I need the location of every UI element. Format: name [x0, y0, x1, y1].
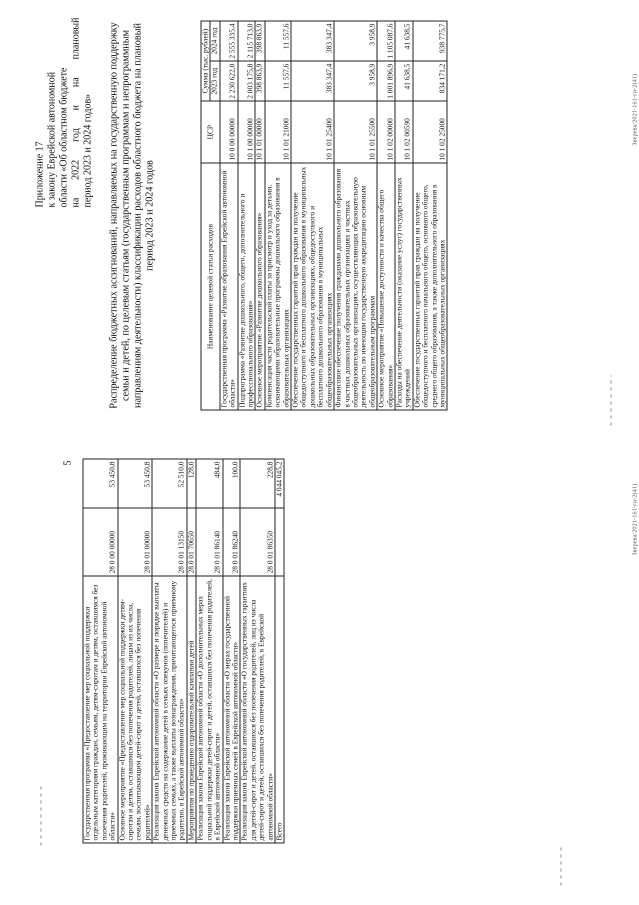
table-row: [240, 459, 275, 843]
row-name: Основное мероприятие «Повышение доступности и качества общего образования»: [377, 163, 395, 410]
row-code: 10 1 01 25400: [291, 101, 334, 163]
row-code: 10 1 02 00000: [377, 101, 395, 163]
row-amount: 100,0: [222, 459, 240, 508]
row-code: 28 0 01 70650: [186, 507, 195, 575]
row-2023: 11 557,6: [264, 61, 290, 101]
right-budget-table: [200, 20, 447, 410]
row-code: 28 0 00 00000: [83, 507, 118, 575]
table-row: [255, 21, 264, 410]
document-title: Распределение бюджетных ассигнований, направляемых на государственную поддержку семьи и детей, по целевым статьям (государственным программам и непрограммным направлениям деятельности) классификации расходов областного бюджета на плановый период 2023 и 2024 годов: [108, 21, 155, 409]
row-2023: 834 171,2: [412, 61, 447, 101]
row-2024: 383 347,4: [291, 21, 334, 61]
row-name: Реализация закона Еврейской автономной области «О размере и порядке выплаты денежных средств на содержание детей в семьях опекунов (попечителей) и приемных семьях, а также выплаты вознаграждения, причитающегося приемному родителю, в Еврейской автономной области»: [152, 575, 187, 842]
appendix-note: [34, 17, 94, 207]
table-row: [394, 21, 412, 410]
row-code: 10 1 02 25000: [412, 101, 447, 163]
row-2023: 383 347,4: [291, 61, 334, 101]
row-2024: 2 115 713,0: [237, 21, 255, 61]
row-2023: 1 001 896,9: [377, 61, 395, 101]
doc-stamp: Зверева/2021-161-гн-2(41): [632, 73, 638, 145]
row-name: Мероприятия по проведению оздоровительной кампании детей: [186, 575, 195, 842]
row-2024: 3 958,9: [334, 21, 377, 61]
left-budget-table: [82, 458, 284, 843]
table-row: [291, 21, 334, 410]
header-row: [201, 21, 210, 410]
scan-artifact: [610, 375, 611, 425]
row-code: 28 0 01 86140: [196, 507, 222, 575]
row-name: Обеспечение государственных гарантий прав граждан на получение общедоступного и бесплатного начального общего, основного общего, среднего общего образования, а также дополнительного образования в муниципальных общеобразовательных организациях: [412, 163, 447, 410]
table-row: [377, 21, 395, 410]
row-2024: 938 775,7: [412, 21, 447, 61]
row-amount: 484,0: [196, 459, 222, 508]
row-code: 10 1 01 25500: [334, 101, 377, 163]
table-row: [196, 459, 222, 843]
row-name: Подпрограмма «Развитие дошкольного, общего, дополнительного и профессионального образования»: [237, 163, 255, 410]
table-row: [117, 459, 152, 843]
row-code: 28 0 01 13150: [152, 507, 187, 575]
table-row: [152, 459, 187, 843]
row-2024: 398 863,9: [255, 21, 264, 61]
row-name: Основное мероприятие «Предоставление мер социальной поддержки детям-сиротам и детям, оставшимся без попечения родителей, лицам из их числа, семьям, воспитывающим детей-сирот и детей, оставшихся без попечения родителей»: [117, 575, 152, 842]
row-code: 28 0 01 86240: [222, 507, 240, 575]
header-2023: 2023 год: [210, 61, 219, 101]
row-code: 10 0 00 00000: [219, 101, 237, 163]
header-name: Наименование целевой статьи расходов: [201, 163, 220, 410]
row-name: Компенсация части родительской платы за присмотр и уход за детьми, осваивающими образовательные программы дошкольного образования в образовательных организациях: [264, 163, 290, 410]
row-2023: 41 638,5: [394, 61, 412, 101]
total-row: [274, 459, 283, 843]
row-amount: 52 510,0: [152, 459, 187, 508]
total-amount: 4 044 045,2: [274, 459, 283, 508]
appendix-line: Приложение 17: [34, 140, 45, 207]
row-amount: 228,8: [240, 459, 275, 508]
row-code: 10 1 02 00590: [394, 101, 412, 163]
row-name: Государственная программа «Предоставление мер социальной поддержки отдельным категориям граждан, семьям, детям-сиротам и детям, оставшимся без попечения родителей, проживающим на территории Еврейской автономной области»: [83, 575, 118, 842]
row-2024: 1 105 087,6: [377, 21, 395, 61]
row-code: 10 1 01 21000: [264, 101, 290, 163]
scan-artifact: [40, 785, 41, 845]
row-2023: 398 863,9: [255, 61, 264, 101]
table-row: [219, 21, 237, 410]
table-row: [186, 459, 195, 843]
scan-artifact: [560, 845, 561, 885]
row-2024: 41 638,5: [394, 21, 412, 61]
page-number: 5: [62, 460, 73, 465]
row-name: Финансовое обеспечение получения гражданами дошкольного образования в частных дошкольных образовательных организациях и частных общеобразовательных организациях, осуществляющих образовательную деятельность по имеющим государственную аккредитацию основным общеобразовательным программам: [334, 163, 377, 410]
row-2023: 3 958,9: [334, 61, 377, 101]
row-2024: 11 557,6: [264, 21, 290, 61]
row-name: Государственная программа «Развитие образования Еврейской автономной области»: [219, 163, 237, 410]
row-amount: 53 450,8: [117, 459, 152, 508]
appendix-line: период 2023 и 2024 годов»: [82, 93, 93, 207]
header-2024: 2024 год: [210, 21, 219, 61]
row-amount: 128,0: [186, 459, 195, 508]
row-code: 28 0 01 86350: [240, 507, 275, 575]
row-2023: 2 003 175,8: [237, 61, 255, 101]
row-2024: 2 555 335,4: [219, 21, 237, 61]
header-sum: Сумма (тыс. рублей): [201, 21, 210, 101]
row-amount: 53 450,8: [83, 459, 118, 508]
appendix-line: на 2022 год и на плановый: [70, 17, 81, 207]
row-name: Расходы на обеспечение деятельности (оказание услуг) государственных учреждений: [394, 163, 412, 410]
total-label: Всего: [274, 575, 283, 842]
doc-stamp: Зверева/2021-161-гн-2(41): [632, 483, 638, 555]
header-csr: ЦСР: [201, 101, 220, 163]
total-code: [274, 507, 283, 575]
table-row: [237, 21, 255, 410]
row-name: Реализация закона Еврейской автономной области «О дополнительных мерах социальной поддержки детей-сирот и детей, оставшихся без попечения родителей, в Еврейской автономной области»: [196, 575, 222, 842]
table-row: [334, 21, 377, 410]
row-code: 10 1 00 00000: [237, 101, 255, 163]
appendix-line: области «Об областном бюджете: [58, 67, 69, 207]
table-row: [222, 459, 240, 843]
row-name: Реализация закона Еврейской автономной области «О мерах государственной поддержки приемных семей в Еврейской автономной области»: [222, 575, 240, 842]
row-code: 10 1 01 00000: [255, 101, 264, 163]
row-name: Основное мероприятие «Развитие дошкольного образования»: [255, 163, 264, 410]
table-row: [83, 459, 118, 843]
row-name: Обеспечение государственных гарантий прав граждан на получение общедоступного и бесплатного дошкольного образования в муниципальных дошкольных образовательных организациях, общедоступного и бесплатного дошкольного образования в муниципальных общеобразовательных организациях: [291, 163, 334, 410]
table-row: [264, 21, 290, 410]
row-name: Реализация закона Еврейской автономной области «О государственных гарантиях для детей-сирот и детей, оставшихся без попечения родителей, лиц из числа детей-сирот и детей, оставшихся без попечения родителей, в Еврейской автономной области»: [240, 575, 275, 842]
table-row: [412, 21, 447, 410]
row-code: 28 0 01 00000: [117, 507, 152, 575]
row-2023: 2 230 622,0: [219, 61, 237, 101]
appendix-line: к закону Еврейской автономной: [46, 71, 57, 207]
